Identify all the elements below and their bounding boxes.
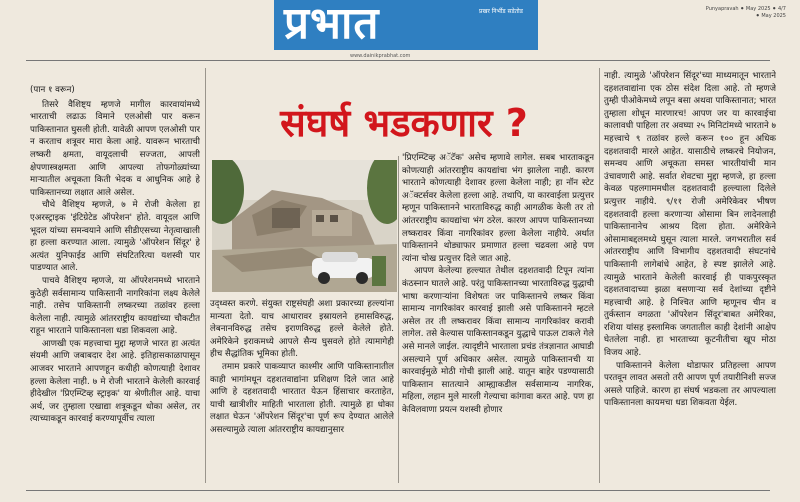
edition-date: ⚫ May 2025 — [755, 13, 786, 19]
column-divider — [205, 68, 206, 483]
edition-info: Punyapravah ⚫ May 2025 ⚫ 4/7 — [705, 6, 786, 12]
article-column-4 — [604, 70, 776, 488]
column-divider — [599, 68, 600, 483]
masthead-tagline: प्रखर निर्भीड सडेतोड — [479, 8, 523, 15]
paragraph: उद्ध्वस्त करणे. संयुक्त राष्ट्रसंघही अशा प्रकारच्या हल्ल्यांना मान्यता देतो. याच आधारावर इस्रायलने हमासविरुद्ध, लेबनानविरुद्ध तसेच इराणविरुद्ध हल्ले केलेले होते. अमेरिकेने इराकमध्ये आपले सैन्य घुसवले होते त्यामागेही हीच सैद्धांतिक भूमिका होती. — [210, 299, 394, 360]
paragraph: आपण केलेल्या हल्ल्यात तेथील दहशतवादी टिपून त्यांना कंठस्नान घातले आहे. परंतु पाकिस्तानच्या भारताविरुद्ध युद्धाची भाषा करणाऱ्यांना विशेषतः जर पाकिस्तानचे लष्कर किंवा सामान्य नागरिकांवर कारवाई झाली असे पाकिस्तानने म्हटले असेल तर ती लष्करावर किंवा सामान्य नागरिकांवर करावी लागेल. तसे केल्यास पाकिस्तानकडून युद्धाचे पाऊल टाकले गेले असे मानले जाईल. त्यादृष्टीने भारताला प्रचंड तंत्रज्ञानात आघाडी असल्याने पूर्ण अधिकार असेल. त्यामुळे पाकिस्तानची या कारवाईमुळे मोठी गोची झाली आहे. यातून बाहेर पडण्यासाठी पाकिस्तान सातत्याने आम्ह्याकडील सर्वसामान्य नागरिक, महिला, लहान मुले मारली गेल्याचा कांगावा करत आहे. पण हा केविलवाणा प्रयत्न यशस्वी होणार — [402, 266, 594, 415]
paragraph: 'प्रिएम्प्टिव्ह अॅटॅक' असेच म्हणावे लागेल. सबब भारताकडून कोणत्याही आंतरराष्ट्रीय कायद्यांचा भंग झालेला नाही. कारण भारताने कोणत्याही देशावर हल्ला केलेला नाही; हा नॉन स्टेट अॅक्टर्सवर केलेला हल्ला आहे. तथापि, या कारवाईला प्रत्युत्तर म्हणून पाकिस्तानने भारताविरुद्ध काही आगळीक केली तर तो आंतरराष्ट्रीय कायद्यांचा भंग ठरेल. कारण आपण पाकिस्तानच्या लष्करावर किंवा नागरिकांवर हल्ला केलेला नाहीये. अर्थात पाकिस्तानने थोड्याफार प्रमाणात हल्ला चढवला आहे पण त्यांना चोख प्रत्युत्तर दिले जात आहे. — [402, 153, 594, 264]
paragraph: तिसरे वैशिष्ट्य म्हणजे मागील कारवायांमध्ये भारताची लढाऊ विमाने एलओसी पार करून पाकिस्तानात घुसली होती. यावेळी आपण एलओसी पार न करताच शत्रूवर मारा केला आहे. यावरून भारताची लष्करी क्षमता, वायूदलाची सज्जता, आपली क्षेपणास्त्रक्षमता आणि आपल्या तोफगोळ्यांच्या माऱ्यातील अचूकता किती भेदक व आधुनिक आहे हे पाकिस्तानच्या लक्षात आले असेल. — [30, 99, 200, 198]
bottom-rule — [26, 490, 770, 491]
column-divider — [398, 156, 399, 483]
paragraph: नाही. त्यामुळे 'ऑपरेशन सिंदूर'च्या माध्यमातून भारताने दहशतवाद्यांना एक ठोस संदेश दिला आहे. तो म्हणजे तुम्ही पीओकेमध्ये लपून बसा अथवा पाकिस्तानात; भारत तुम्हाला शोधून मारणारच! आपण जर या कारवाईचा कालावधी पाहिला तर अवघ्या २५ मिनिटांमध्ये भारताने ७ महत्त्वाचे ९ तळांवर हल्ले करून १०० हून अधिक दहशतवादी मारले आहेत. यासाठीचे लष्करचे नियोजन, समन्वय आणि अचूकता समस्त भारतीयांची मान उंचावणारी आहे. सर्वात शेवटचा मुद्दा म्हणजे, हा हल्ला केवळ पहलगाममधील दहशतवादी हल्ल्याला दिलेले प्रत्युत्तर नाहीये. ९/११ रोजी अमेरिकेवर भीषण दहशतवादी हल्ला करणाऱ्या ओसामा बिन लादेनलाही पाकिस्तानानेच आश्रय दिला होता. अमेरिकेने ओसामाबद्दलमध्ये घुसून त्याला मारले. जगभरातील सर्व आंतरराष्ट्रीय आणि विभागीय दहशतवादी संघटनांचे पाकिस्तानी लागेबांधे आहेत, हे स्पष्ट झालेले आहे. त्यामुळे भारताने केलेली कारवाई ही पाकपुरस्कृत दहशतवादाच्या झळा बसणाऱ्या सर्व देशांच्या दृष्टीने महत्त्वाची आहे. हे निश्चित आणि म्हणूनच चीन व तुर्कस्तान वगळता 'ऑपरेशन सिंदूर'बाबत अमेरिका, रशिया यांसह इस्लामिक जगतातील काही देशांनी आक्षेप घेतलेला नाही. हा भारताच्या कूटनीतीचा खूप मोठा विजय आहे. — [604, 71, 776, 359]
paragraph: चौथे वैशिष्ट्य म्हणजे, ७ मे रोजी केलेला हा एअरस्ट्राइक 'इंटिग्रेटेड ऑपरेशन' होते. वायूदल आणि भूदल यांच्या समन्वयाने आणि सीडीएसच्या नेतृत्वाखाली हा हल्ला करण्यात आला. त्यामुळे 'ऑपरेशन सिंदूर' हे अत्यंत युनिफाईड आणि संघटितरित्या यशस्वी पार पाडण्यात आले. — [30, 200, 200, 274]
paragraph: आणखी एक महत्त्वाचा मुद्दा म्हणजे भारत हा अत्यंत संयमी आणि जबाबदार देश आहे. इतिहासकाळापासून आजवर भारताने आपणहून कधीही कोणत्याही देशावर हल्ला केलेला नाही. ७ मे रोजी भारताने केलेली कारवाई हीदेखील 'प्रिएम्प्टिव्ह स्ट्राइक' या श्रेणीतील आहे. याचा अर्थ, जर तुम्हाला एखाद्या शत्रूकडून धोका असेल, तर त्याच्याकडून कारवाई करण्यापूर्वीच त्याला — [30, 338, 200, 425]
paragraph: तमाम प्रकारे पाकव्याप्त काश्मीर आणि पाकिस्तानातील काही भागांमधून दहशतवाद्यांना प्रशिक्षण दिले जात आहे आणि हे दहशतवादी भारतात येऊन हिंसाचार करताहेत, याची खात्रीशीर माहिती भारताला होती. त्यामुळे हा धोका लक्षात घेऊन 'ऑपरेशन सिंदूर'चा पूर्ण रूप देण्यात आलेले असल्यामुळे त्याला आंतरराष्ट्रीय कायद्यानुसार — [210, 361, 394, 435]
article-column-1 — [30, 84, 200, 488]
continued-from-label: (पान १ वरून) — [30, 85, 75, 95]
masthead — [274, 0, 538, 50]
article-headline: संघर्ष भडकणार ? — [280, 101, 528, 145]
news-photo — [212, 160, 397, 292]
newspaper-logo: प्रभात — [284, 0, 380, 49]
website-url: www.dainikprabhat.com — [350, 53, 411, 59]
article-column-3 — [402, 152, 594, 488]
top-rule — [26, 60, 770, 61]
paragraph: पाकिस्तानने केलेला थोडाफार प्रतिहल्ला आपण परतवून लावत असतो तरी आपण पूर्ण तयारीनिशी सज्ज असले पाहिजे. कारण हा संघर्ष भडकला तर आपल्याला पाकिस्तानला कायमचा धडा शिकवता येईल. — [604, 360, 776, 409]
article-column-2 — [210, 298, 394, 488]
collapsed-building-image — [212, 160, 397, 292]
paragraph: पाचवे वैशिष्ट्य म्हणजे, या ऑपरेशनमध्ये भारताने कुठेही सर्वसामान्य पाकिस्तानी नागरिकांना लक्ष्य केलेले नाही. तसेच पाकिस्तानी लष्करच्या तळांवर हल्ला केलेला नाही. त्यामुळे आंतरराष्ट्रीय कायद्यांच्या चौकटीत राहून भारताने पाकिस्तानला धडा शिकवला आहे. — [30, 275, 200, 337]
